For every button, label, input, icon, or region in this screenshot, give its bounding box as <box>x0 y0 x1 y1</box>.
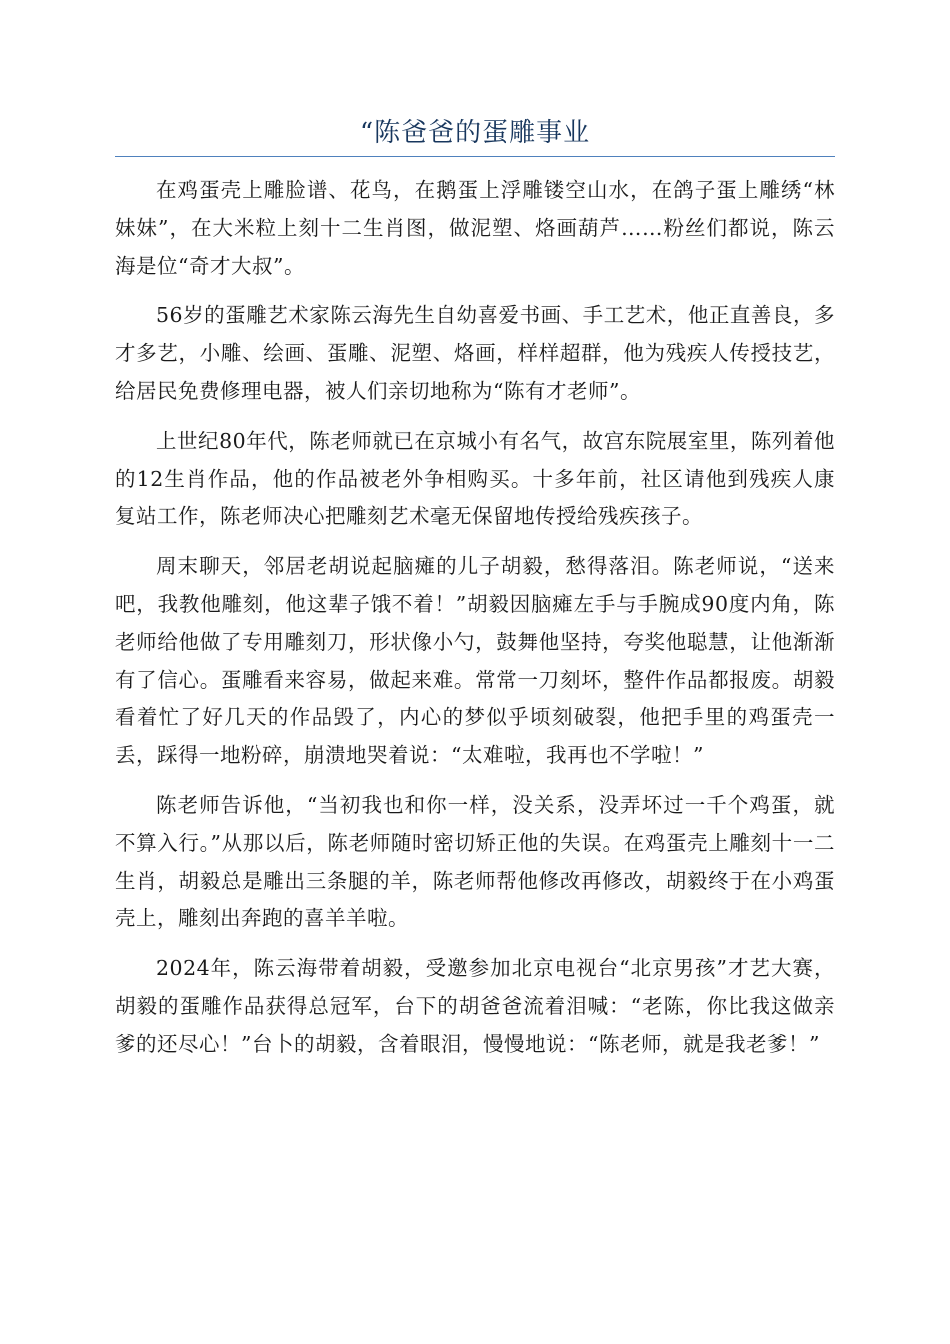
paragraph-6: 2024年，陈云海带着胡毅，受邀参加北京电视台“北京男孩”才艺大赛，胡毅的蛋雕作品获得总冠军，台下的胡爸爸流着泪喊：“老陈，你比我这做亲爹的还尽心！”台卜的胡毅，含着眼泪，慢慢地说：“陈老师，就是我老爹！” <box>115 956 835 1056</box>
paragraph-1: 在鸡蛋壳上雕脸谱、花鸟，在鹅蛋上浮雕镂空山水，在鸽子蛋上雕绣“林妹妹”，在大米粒上刻十二生肖图，做泥塑、烙画葫芦……粉丝们都说，陈云海是位“奇才大叔”。 <box>115 178 835 278</box>
paragraph-4: 周末聊天，邻居老胡说起脑瘫的儿子胡毅，愁得落泪。陈老师说，“送来吧，我教他雕刻，他这辈子饿不着！”胡毅因脑瘫左手与手腕成90度内角，陈老师给他做了专用雕刻刀，形状像小勺，鼓舞他坚持，夸奖他聪慧，让他渐渐有了信心。蛋雕看来容易，做起来难。常常一刀刻坏，整件作品都报废。胡毅看着忙了好几天的作品毁了，内心的梦似乎顷刻破裂，他把手里的鸡蛋壳一丢，踩得一地粉碎，崩溃地哭着说：“太难啦，我再也不学啦！” <box>115 554 835 768</box>
paragraph-2: 56岁的蛋雕艺术家陈云海先生自幼喜爱书画、手工艺术，他正直善良，多才多艺，小雕、绘画、蛋雕、泥塑、烙画，样样超群，他为残疾人传授技艺，给居民免费修理电器，被人们亲切地称为“陈有才老师”。 <box>115 303 835 403</box>
paragraph-3: 上世纪80年代，陈老师就已在京城小有名气，故宫东院展室里，陈列着他的12生肖作品，他的作品被老外争相购买。十多年前，社区请他到残疾人康复站工作，陈老师决心把雕刻艺术毫无保留地传授给残疾孩子。 <box>115 428 835 529</box>
paragraph-5: 陈老师告诉他，“当初我也和你一样，没关系，没弄坏过一千个鸡蛋，就不算入行。”从那以后，陈老师随时密切矫正他的失误。在鸡蛋壳上雕刻十一二生肖，胡毅总是雕出三条腿的羊，陈老师帮他修改再修改，胡毅终于在小鸡蛋壳上，雕刻出奔跑的喜羊羊啦。 <box>115 792 835 931</box>
document-title: “陈爸爸的蛋雕事业 <box>359 118 591 148</box>
document-body <box>115 172 835 1076</box>
title-block <box>115 110 835 157</box>
